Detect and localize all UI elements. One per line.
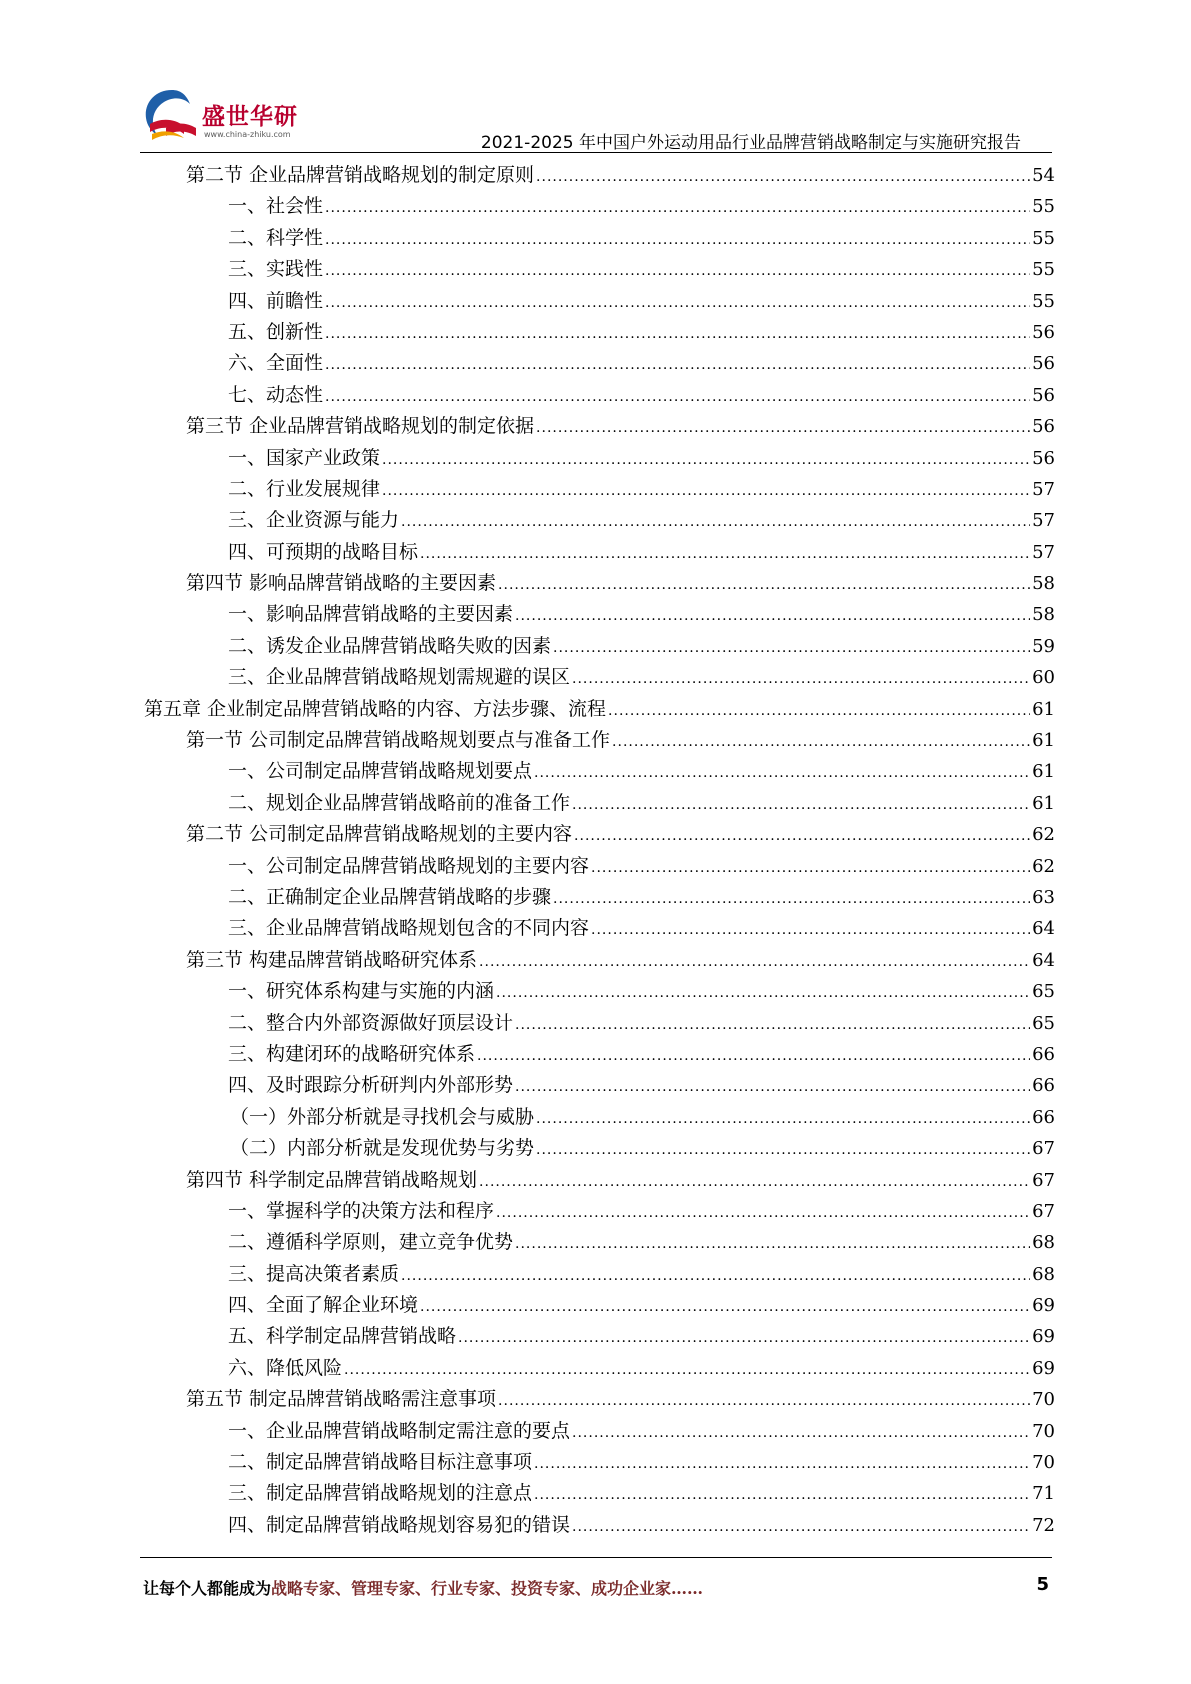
slogan-roles: 战略专家、管理专家、行业专家、投资专家、成功企业家…… [271, 1579, 704, 1598]
toc-entry-title: 二、规划企业品牌营销战略前的准备工作 [228, 791, 571, 814]
toc-entry[interactable] [228, 286, 1055, 317]
toc-dot-leader [498, 577, 1030, 593]
toc-entry-page: 61 [1032, 730, 1055, 752]
toc-entry[interactable] [228, 1447, 1055, 1478]
toc-entry-page: 68 [1032, 1232, 1055, 1254]
toc-dot-leader [572, 1425, 1030, 1441]
toc-entry-page: 57 [1032, 478, 1055, 500]
toc-entry-title: 二、正确制定企业品牌营销战略的步骤 [228, 885, 552, 908]
toc-entry-page: 66 [1032, 1106, 1055, 1128]
toc-dot-leader [325, 263, 1030, 279]
toc-entry[interactable] [228, 1510, 1055, 1541]
toc-entry-title: 三、企业品牌营销战略规划需规避的误区 [228, 666, 571, 689]
toc-entry[interactable] [228, 913, 1055, 944]
toc-entry-title: 一、公司制定品牌营销战略规划的主要内容 [228, 854, 590, 877]
toc-entry-page: 58 [1032, 573, 1055, 595]
toc-dot-leader [325, 326, 1030, 342]
toc-entry-page: 70 [1032, 1389, 1055, 1411]
toc-entry-title: 一、影响品牌营销战略的主要因素 [228, 603, 514, 626]
toc-entry-page: 66 [1032, 1075, 1055, 1097]
toc-entry[interactable] [228, 1353, 1055, 1384]
toc-dot-leader [498, 1393, 1030, 1409]
toc-entry[interactable] [144, 694, 1055, 725]
toc-entry-page: 55 [1032, 196, 1055, 218]
toc-dot-leader [591, 922, 1030, 938]
toc-entry[interactable] [230, 1102, 1055, 1133]
toc-entry-page: 67 [1032, 1138, 1055, 1160]
toc-entry-title: 四、及时跟踪分析研判内外部形势 [228, 1074, 514, 1097]
toc-entry-page: 56 [1032, 416, 1055, 438]
toc-entry-page: 68 [1032, 1263, 1055, 1285]
toc-entry-title: 三、实践性 [228, 258, 324, 281]
toc-dot-leader [534, 1456, 1030, 1472]
toc-dot-leader [534, 1487, 1030, 1503]
toc-entry-title: 第三节 企业品牌营销战略规划的制定依据 [186, 415, 535, 438]
toc-entry[interactable] [228, 474, 1055, 505]
toc-entry-title: 第一节 公司制定品牌营销战略规划要点与准备工作 [186, 729, 611, 752]
toc-dot-leader [515, 608, 1030, 624]
toc-entry[interactable] [228, 505, 1055, 536]
toc-entry-page: 69 [1032, 1295, 1055, 1317]
table-of-contents [0, 160, 1191, 1541]
toc-entry-page: 65 [1032, 1012, 1055, 1034]
toc-entry-title: 第四节 科学制定品牌营销战略规划 [186, 1168, 478, 1191]
toc-entry-title: 二、制定品牌营销战略目标注意事项 [228, 1451, 533, 1474]
toc-entry[interactable] [228, 662, 1055, 693]
toc-entry-page: 58 [1032, 604, 1055, 626]
toc-entry[interactable] [228, 348, 1055, 379]
toc-entry-page: 56 [1032, 384, 1055, 406]
footer-slogan [143, 1576, 703, 1599]
report-title: 2021-2025 年中国户外运动用品行业品牌营销战略制定与实施研究报告 [480, 133, 1021, 153]
toc-entry[interactable] [186, 160, 1055, 191]
toc-dot-leader [325, 295, 1030, 311]
toc-dot-leader [574, 828, 1030, 844]
toc-entry[interactable] [228, 882, 1055, 913]
slogan-lead: 让每个人都能成为 [143, 1579, 272, 1598]
toc-entry[interactable] [186, 411, 1055, 442]
toc-dot-leader [572, 797, 1030, 813]
toc-entry-title: 第二节 企业品牌营销战略规划的制定原则 [186, 164, 535, 186]
header-divider [140, 152, 1052, 153]
toc-dot-leader [608, 703, 1030, 719]
toc-entry[interactable] [186, 1165, 1055, 1196]
toc-entry-page: 69 [1032, 1357, 1055, 1379]
toc-entry-page: 70 [1032, 1420, 1055, 1442]
toc-entry-page: 67 [1032, 1200, 1055, 1222]
toc-dot-leader [382, 452, 1030, 468]
toc-dot-leader [572, 671, 1030, 687]
toc-dot-leader [536, 1111, 1030, 1127]
toc-entry-page: 62 [1032, 824, 1055, 846]
toc-dot-leader [382, 483, 1030, 499]
toc-entry-page: 64 [1032, 918, 1055, 940]
toc-entry-title: 七、动态性 [228, 383, 324, 406]
toc-entry-page: 63 [1032, 886, 1055, 908]
page-header [0, 0, 1191, 153]
toc-entry[interactable] [228, 976, 1055, 1007]
toc-entry[interactable] [228, 223, 1055, 254]
toc-entry-page: 55 [1032, 227, 1055, 249]
toc-entry-title: 一、社会性 [228, 195, 324, 218]
toc-entry[interactable] [228, 1227, 1055, 1258]
toc-entry-page: 65 [1032, 981, 1055, 1003]
toc-entry-page: 56 [1032, 353, 1055, 375]
toc-entry-title: 二、整合内外部资源做好顶层设计 [228, 1011, 514, 1034]
toc-entry[interactable] [186, 1384, 1055, 1415]
toc-entry-title: 第四节 影响品牌营销战略的主要因素 [186, 572, 497, 595]
toc-entry-page: 56 [1032, 447, 1055, 469]
toc-dot-leader [420, 1299, 1030, 1315]
toc-entry-page: 57 [1032, 541, 1055, 563]
toc-entry-title: （一）外部分析就是寻找机会与威胁 [230, 1105, 535, 1128]
toc-entry-page: 54 [1032, 165, 1055, 186]
toc-entry[interactable] [228, 1416, 1055, 1447]
toc-entry-title: 一、掌握科学的决策方法和程序 [228, 1199, 495, 1222]
toc-entry[interactable] [186, 945, 1055, 976]
toc-entry-title: 第五章 企业制定品牌营销战略的内容、方法步骤、流程 [144, 697, 607, 720]
toc-entry-page: 70 [1032, 1452, 1055, 1474]
toc-entry[interactable] [228, 537, 1055, 568]
toc-entry-page: 64 [1032, 949, 1055, 971]
toc-entry-page: 57 [1032, 510, 1055, 532]
toc-entry-title: （二）内部分析就是发现优势与劣势 [230, 1137, 535, 1160]
toc-dot-leader [553, 640, 1030, 656]
toc-entry-title: 二、科学性 [228, 226, 324, 249]
toc-dot-leader [479, 954, 1030, 970]
company-logo [140, 84, 320, 146]
toc-entry[interactable] [228, 1259, 1055, 1290]
toc-dot-leader [325, 357, 1030, 373]
toc-entry-title: 第五节 制定品牌营销战略需注意事项 [186, 1388, 497, 1411]
toc-entry[interactable] [228, 380, 1055, 411]
toc-entry-title: 二、诱发企业品牌营销战略失败的因素 [228, 634, 552, 657]
toc-entry-title: 五、创新性 [228, 320, 324, 343]
toc-entry-title: 六、全面性 [228, 352, 324, 375]
toc-entry-title: 四、前瞻性 [228, 289, 324, 312]
toc-entry-title: 三、制定品牌营销战略规划的注意点 [228, 1482, 533, 1505]
toc-entry-page: 61 [1032, 792, 1055, 814]
toc-entry-page: 61 [1032, 761, 1055, 783]
page-number: 5 [1036, 1574, 1049, 1595]
toc-entry[interactable] [228, 1478, 1055, 1509]
toc-dot-leader [536, 420, 1030, 436]
logo-name: 盛世华研 [202, 104, 298, 130]
toc-dot-leader [458, 1330, 1030, 1346]
toc-entry-page: 62 [1032, 855, 1055, 877]
toc-entry-title: 三、企业资源与能力 [228, 509, 400, 532]
toc-dot-leader [612, 734, 1030, 750]
toc-entry[interactable] [228, 1039, 1055, 1070]
toc-entry[interactable] [228, 317, 1055, 348]
toc-entry-page: 56 [1032, 321, 1055, 343]
toc-entry-page: 55 [1032, 259, 1055, 281]
toc-entry-title: 三、提高决策者素质 [228, 1262, 400, 1285]
toc-entry-title: 一、研究体系构建与实施的内涵 [228, 980, 495, 1003]
toc-entry-page: 60 [1032, 667, 1055, 689]
toc-dot-leader [496, 985, 1030, 1001]
toc-entry[interactable] [228, 599, 1055, 630]
toc-dot-leader [401, 1268, 1030, 1284]
toc-entry-page: 71 [1032, 1483, 1055, 1505]
toc-entry[interactable] [186, 819, 1055, 850]
toc-entry[interactable] [228, 1196, 1055, 1227]
toc-dot-leader [515, 1017, 1030, 1033]
toc-entry-page: 69 [1032, 1326, 1055, 1348]
toc-entry-title: 第三节 构建品牌营销战略研究体系 [186, 948, 478, 971]
toc-dot-leader [325, 232, 1030, 248]
toc-dot-leader [515, 1236, 1030, 1252]
toc-dot-leader [420, 546, 1030, 562]
toc-entry[interactable] [228, 1321, 1055, 1352]
toc-dot-leader [325, 389, 1030, 405]
logo-emblem-icon [140, 84, 204, 146]
toc-entry-title: 三、构建闭环的战略研究体系 [228, 1042, 476, 1065]
toc-dot-leader [325, 200, 1030, 216]
toc-dot-leader [479, 1174, 1030, 1190]
toc-dot-leader [496, 1205, 1030, 1221]
toc-entry[interactable] [228, 756, 1055, 787]
toc-entry-page: 67 [1032, 1169, 1055, 1191]
toc-dot-leader [401, 514, 1030, 530]
toc-entry-title: 二、遵循科学原则，建立竞争优势 [228, 1231, 514, 1254]
toc-dot-leader [534, 765, 1030, 781]
toc-entry[interactable] [228, 443, 1055, 474]
toc-entry[interactable] [228, 631, 1055, 662]
toc-entry-title: 第二节 公司制定品牌营销战略规划的主要内容 [186, 823, 573, 846]
toc-entry-title: 一、公司制定品牌营销战略规划要点 [228, 760, 533, 783]
toc-entry-title: 五、科学制定品牌营销战略 [228, 1325, 457, 1348]
toc-dot-leader [477, 1048, 1030, 1064]
toc-entry-title: 二、行业发展规律 [228, 477, 381, 500]
toc-entry-page: 55 [1032, 290, 1055, 312]
toc-entry-page: 72 [1032, 1514, 1055, 1536]
toc-dot-leader [553, 891, 1030, 907]
toc-entry[interactable] [228, 191, 1055, 222]
toc-entry-title: 六、降低风险 [228, 1356, 343, 1379]
toc-entry[interactable] [228, 1070, 1055, 1101]
toc-entry-page: 66 [1032, 1043, 1055, 1065]
toc-dot-leader [515, 1079, 1030, 1095]
toc-dot-leader [536, 1142, 1030, 1158]
toc-entry[interactable] [186, 568, 1055, 599]
toc-dot-leader [572, 1519, 1030, 1535]
toc-entry-page: 61 [1032, 698, 1055, 720]
footer-divider [140, 1557, 1052, 1558]
toc-dot-leader [591, 860, 1030, 876]
toc-entry[interactable] [228, 1290, 1055, 1321]
toc-entry-title: 四、制定品牌营销战略规划容易犯的错误 [228, 1513, 571, 1536]
toc-entry[interactable] [186, 725, 1055, 756]
toc-entry-title: 一、国家产业政策 [228, 446, 381, 469]
toc-dot-leader [536, 169, 1030, 185]
toc-entry[interactable] [230, 1133, 1055, 1164]
toc-entry[interactable] [228, 788, 1055, 819]
toc-entry-title: 四、全面了解企业环境 [228, 1294, 419, 1317]
toc-entry-title: 一、企业品牌营销战略制定需注意的要点 [228, 1419, 571, 1442]
toc-entry[interactable] [228, 1008, 1055, 1039]
toc-entry-page: 59 [1032, 635, 1055, 657]
toc-entry[interactable] [228, 254, 1055, 285]
toc-entry-title: 三、企业品牌营销战略规划包含的不同内容 [228, 917, 590, 940]
toc-dot-leader [344, 1362, 1030, 1378]
logo-url: www.china-zhiku.com [204, 130, 291, 139]
toc-entry[interactable] [228, 851, 1055, 882]
toc-entry-title: 四、可预期的战略目标 [228, 540, 419, 563]
